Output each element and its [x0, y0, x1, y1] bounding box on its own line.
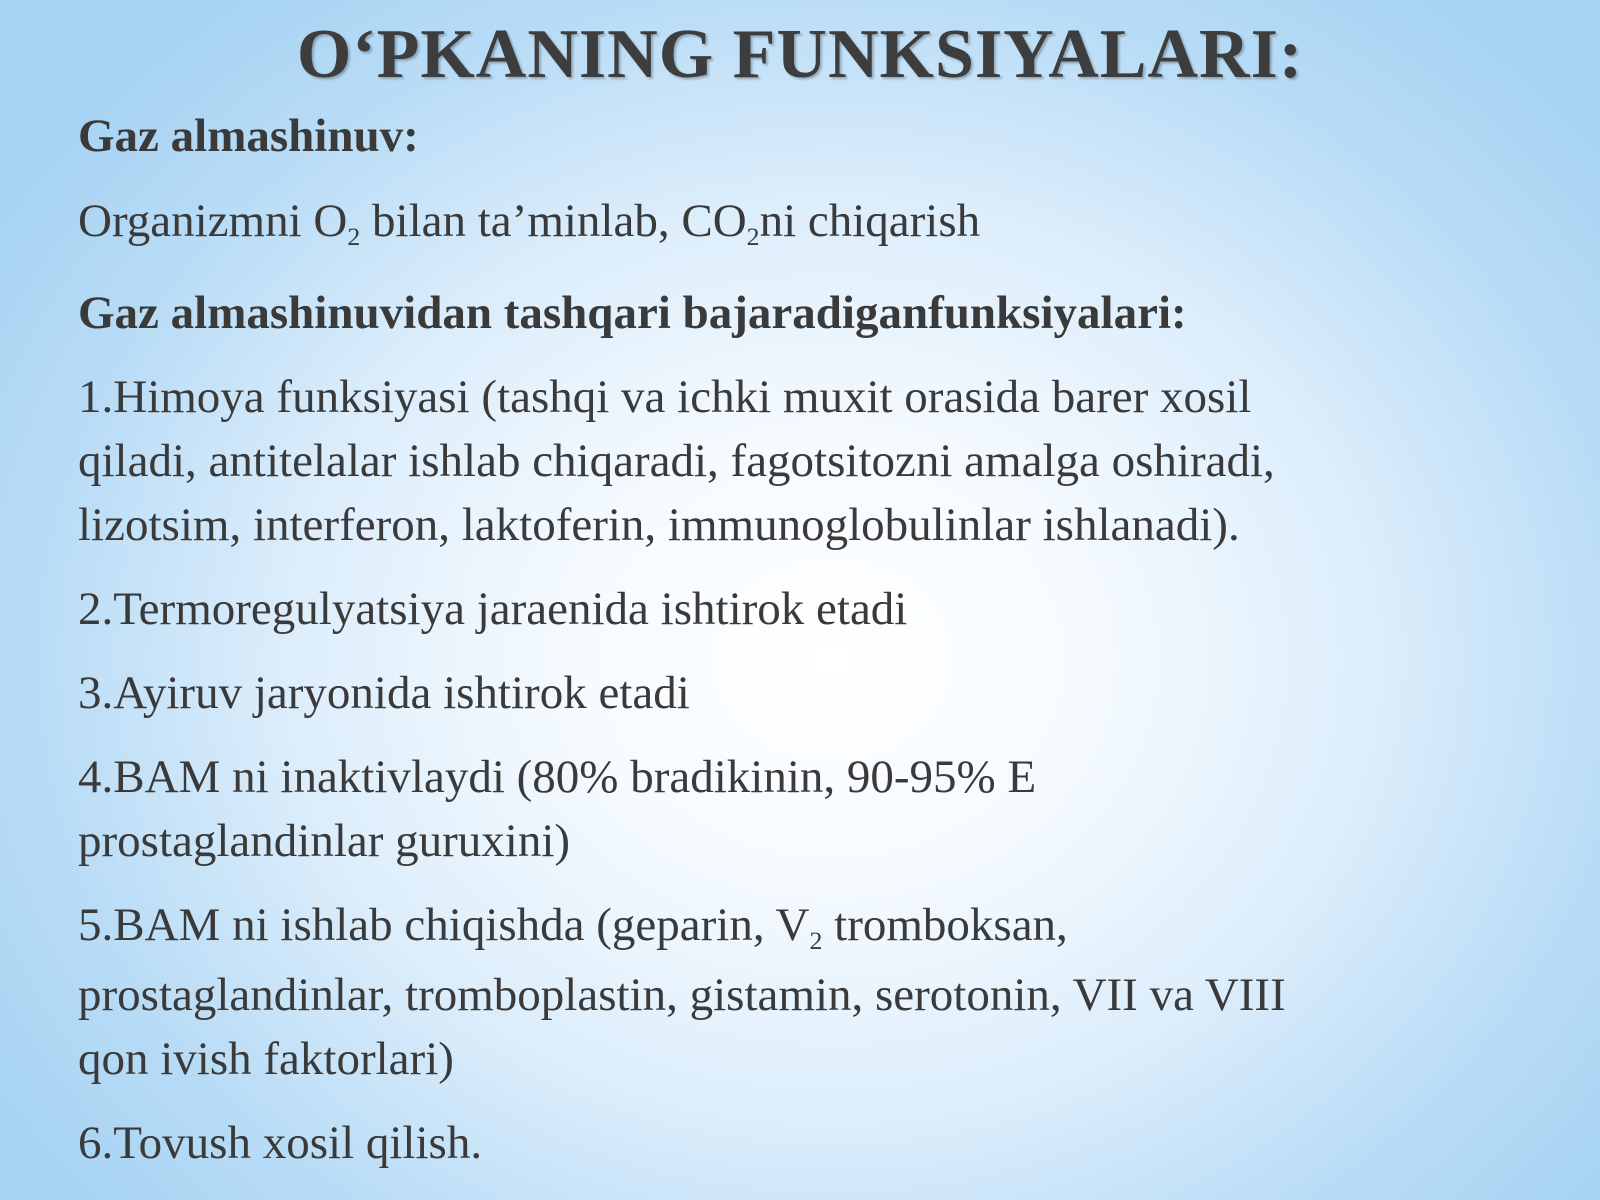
item5-line2: prostaglandinlar, tromboplastin, gistamin, serotonin, VII va VIII [78, 969, 1286, 1021]
co2-subscript: 2 [746, 222, 760, 252]
item2: 2.Termoregulyatsiya jaraenida ishtirok etadi [78, 583, 908, 635]
item5-line1-part2: tromboksan, [822, 899, 1068, 951]
item1-line1: 1.Himoya funksiyasi (tashqi va ichki muxit orasida barer xosil [78, 371, 1252, 423]
slide-title: O‘PKANING FUNKSIYALARI: [296, 16, 1304, 93]
item4-line2: prostaglandinlar guruxini) [78, 815, 571, 867]
item5-line1-part1: 5.BAM ni ishlab chiqishda (geparin, V [78, 899, 810, 951]
item1-line3: lizotsim, interferon, laktoferin, immunoglobulinlar ishlanadi). [78, 499, 1240, 551]
item4-line1: 4.BAM ni inaktivlaydi (80% bradikinin, 90-95% E [78, 751, 1037, 803]
gas-exchange-text [78, 189, 980, 253]
v2-subscript: 2 [809, 926, 823, 956]
item1-line2: qiladi, antitelalar ishlab chiqaradi, fagotsitozni amalga oshiradi, [78, 435, 1275, 487]
other-functions-heading: Gaz almashinuvidan tashqari bajaradiganfunksiyalari: [78, 287, 1187, 339]
gas-exchange-text-part3: ni chiqarish [759, 195, 981, 247]
gas-exchange-heading: Gaz almashinuv: [78, 110, 419, 162]
item6: 6.Tovush xosil qilish. [78, 1117, 483, 1169]
oxygen-subscript: 2 [347, 222, 361, 252]
item5-line3: qon ivish faktorlari) [78, 1033, 454, 1085]
item5-line1 [78, 893, 1068, 957]
gas-exchange-text-part2: bilan ta’minlab, CO [360, 195, 747, 247]
gas-exchange-text-part1: Organizmni O [78, 195, 348, 247]
item3: 3.Ayiruv jaryonida ishtirok etadi [78, 667, 690, 719]
